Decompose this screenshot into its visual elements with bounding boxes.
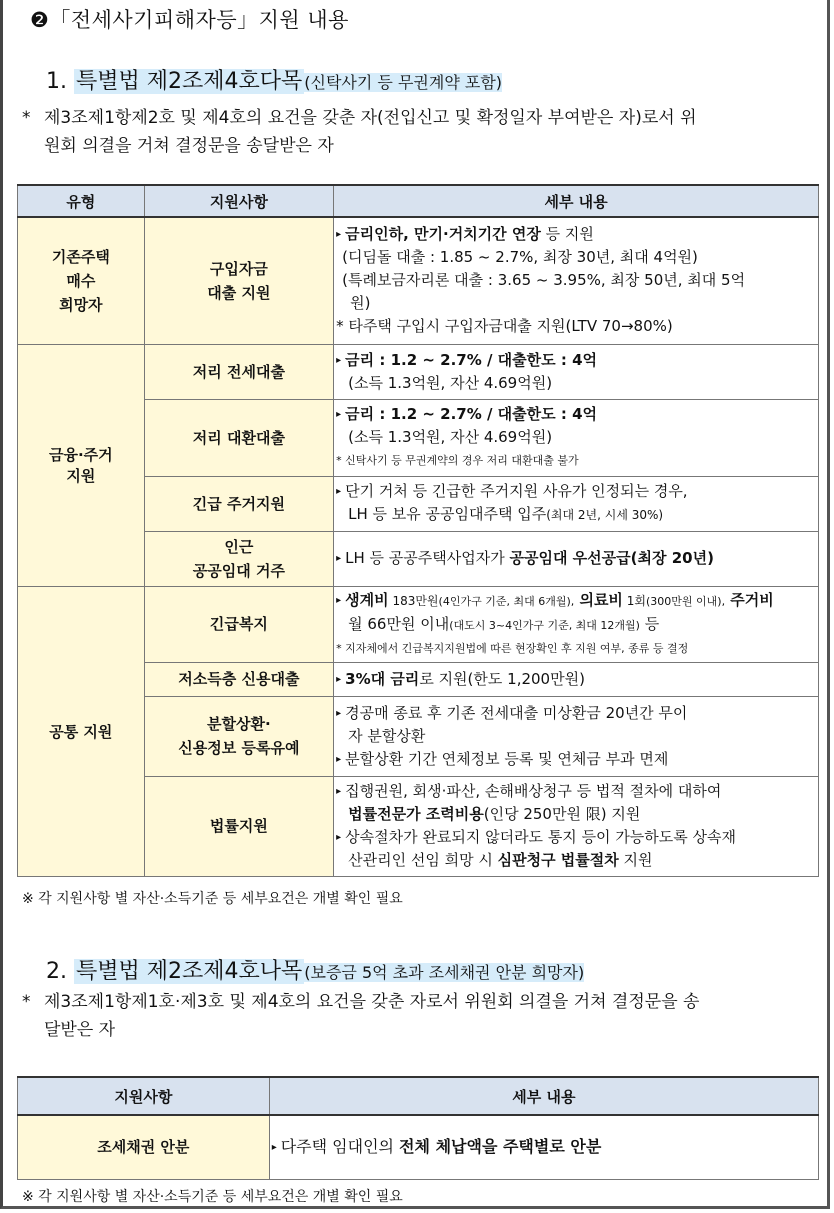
section1-heading: 특별법 제2조제4호다목 <box>76 69 303 94</box>
note-line: 제3조제1항제2호 및 제4호의 요건을 갖춘 자(전입신고 및 확정일자 부여받은 자)로서 위 <box>44 108 697 128</box>
details-cell: ▸ 생계비 183만원(4인가구 기준, 최대 6개월), 의료비 1회(300만원 이내), 주거비 월 66만원 이내(대도시 3~4인가구 기준, 최대 12개월) 등 * 지자체에서 긴급복지지원법에 따른 현장확인 후 지원 여부, 종류 등 결정 <box>334 586 819 662</box>
table-header-row <box>18 185 819 217</box>
header-support: 지원사항 <box>18 1077 270 1115</box>
header-support: 지원사항 <box>144 185 333 217</box>
details-cell: ▸ 경공매 종료 후 기존 전세대출 미상환금 20년간 무이 자 분할상환 ▸ 분할상환 기간 연체정보 등록 및 연체금 부과 면제 <box>334 696 819 776</box>
page-header: ❷「전세사기피해자등」지원 내용 <box>30 8 349 32</box>
section1-footnote: ※ 각 지원사항 별 자산·소득기준 등 세부요건은 개별 확인 필요 <box>22 891 403 907</box>
details-cell: ▸ 3%대 금리로 지원(한도 1,200만원) <box>334 662 819 696</box>
note-line: 제3조제1항제1호·제3호 및 제4호의 요건을 갖춘 자로서 위원회 의결을 거쳐 결정문을 송 <box>44 992 700 1012</box>
section2-note <box>22 988 827 1044</box>
table-row <box>18 1115 819 1179</box>
header-details: 세부 내용 <box>269 1077 818 1115</box>
section2-title <box>46 954 584 985</box>
support-cell: 법률지원 <box>144 776 333 876</box>
details-cell: ▸ 다주택 임대인의 전체 체납액을 주택별로 안분 <box>269 1115 818 1179</box>
support-cell: 저소득층 신용대출 <box>144 662 333 696</box>
details-cell: ▸ 집행권원, 회생·파산, 손해배상청구 등 법적 절차에 대하여 법률전문가 조력비용(인당 250만원 限) 지원 ▸ 상속절차가 완료되지 않더라도 통지 등이 가능하도록 상속재 산관리인 선임 희망 시 심판청구 법률절차 지원 <box>334 776 819 876</box>
section2-heading: 특별법 제2조제4호나목 <box>76 959 303 984</box>
table-row <box>18 586 819 662</box>
support-cell: 분할상환· 신용정보 등록유예 <box>144 696 333 776</box>
support-cell: 인근 공공임대 거주 <box>144 531 333 586</box>
section1-table <box>17 184 819 877</box>
note-star: * <box>22 992 31 1012</box>
section2-subtitle: (보증금 5억 초과 조세채권 안분 희망자) <box>304 963 585 982</box>
support-cell: 구입자금 대출 지원 <box>144 217 333 344</box>
category-cell: 금융·주거 지원 <box>18 344 145 586</box>
support-cell: 긴급복지 <box>144 586 333 662</box>
details-cell: ▸ 금리인하, 만기·거치기간 연장 등 지원 (디딤돌 대출 : 1.85 ~ 2.7%, 최장 30년, 최대 4억원) (특례보금자리론 대출 : 3.65 ~ 3.95%, 최장 50년, 최대 5억 원) * 타주택 구입시 구입자금대출 지원(LTV 70→80%) <box>334 217 819 344</box>
category-cell: 기존주택 매수 희망자 <box>18 217 145 344</box>
support-cell: 긴급 주거지원 <box>144 476 333 531</box>
section1-subtitle: (신탁사기 등 무권계약 포함) <box>304 73 503 92</box>
header-details: 세부 내용 <box>334 185 819 217</box>
support-cell: 저리 전세대출 <box>144 344 333 399</box>
table-row <box>18 344 819 399</box>
section1-note <box>22 104 827 160</box>
category-cell: 공통 지원 <box>18 586 145 876</box>
section2-footnote: ※ 각 지원사항 별 자산·소득기준 등 세부요건은 개별 확인 필요 <box>22 1189 403 1205</box>
details-cell: ▸ LH 등 공공주택사업자가 공공임대 우선공급(최장 20년) <box>334 531 819 586</box>
details-cell: ▸ 금리 : 1.2 ~ 2.7% / 대출한도 : 4억 (소득 1.3억원, 자산 4.69억원) * 신탁사기 등 무권계약의 경우 저리 대환대출 불가 <box>334 399 819 476</box>
support-cell: 저리 대환대출 <box>144 399 333 476</box>
table-row <box>18 217 819 344</box>
section2-table <box>17 1076 819 1180</box>
note-line: 원회 의결을 거쳐 결정문을 송달받은 자 <box>44 136 334 156</box>
table-header-row <box>18 1077 819 1115</box>
details-cell: ▸ 금리 : 1.2 ~ 2.7% / 대출한도 : 4억 (소득 1.3억원, 자산 4.69억원) <box>334 344 819 399</box>
support-cell: 조세채권 안분 <box>18 1115 270 1179</box>
section1-number: 1. <box>46 69 67 94</box>
note-line: 달받은 자 <box>44 1020 116 1040</box>
section1-title <box>46 64 502 95</box>
section2-number: 2. <box>46 959 67 984</box>
details-cell: ▸ 단기 거처 등 긴급한 주거지원 사유가 인정되는 경우, LH 등 보유 공공임대주택 입주(최대 2년, 시세 30%) <box>334 476 819 531</box>
header-type: 유형 <box>18 185 145 217</box>
note-star: * <box>22 108 31 128</box>
